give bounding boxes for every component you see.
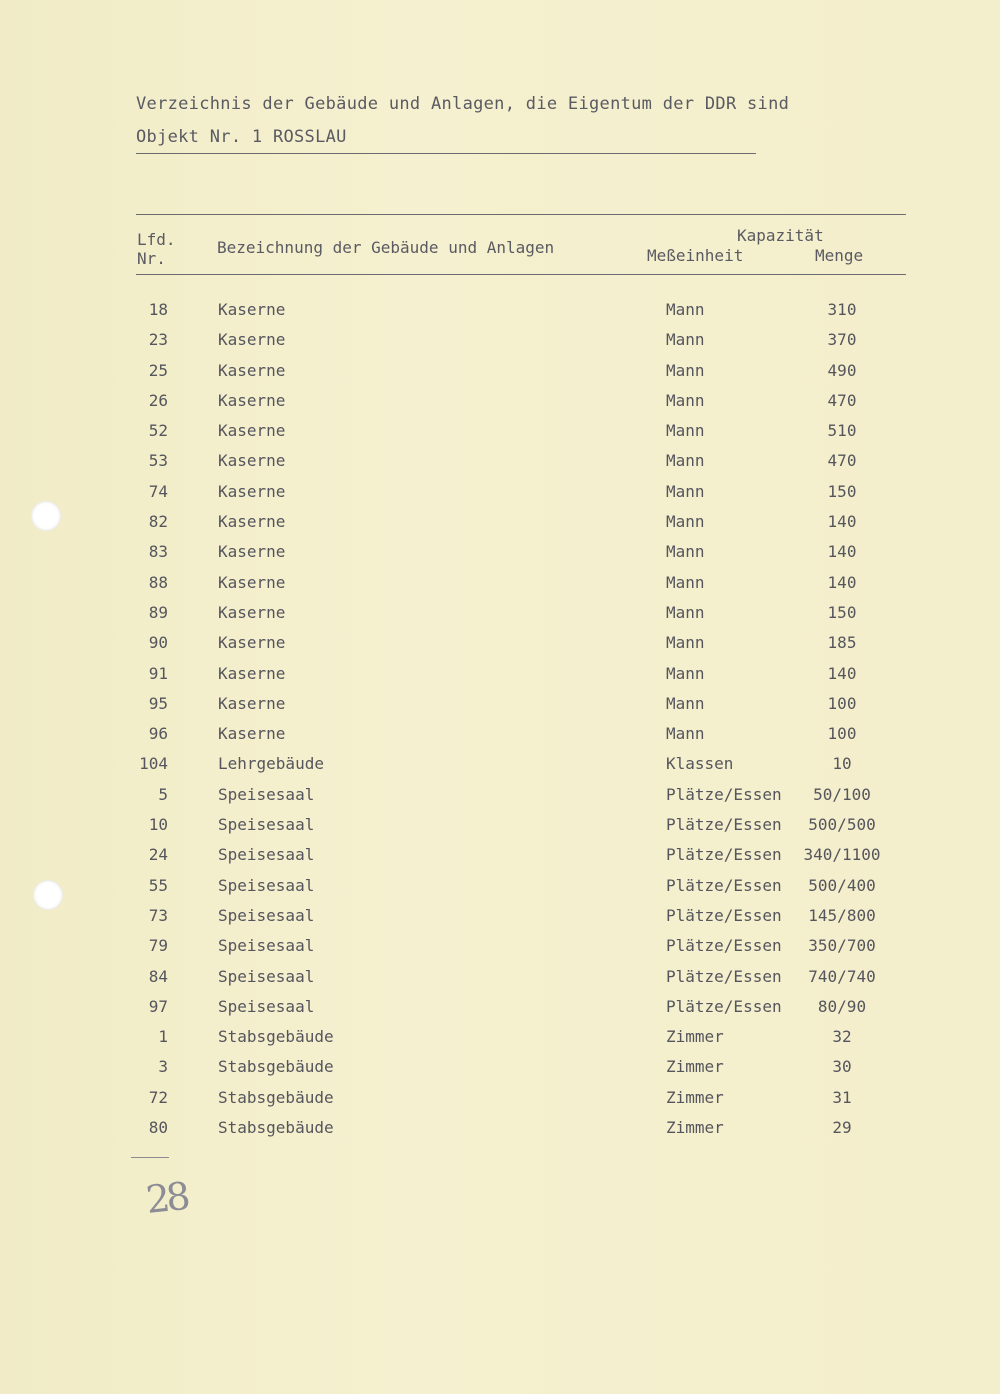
header-masseinheit: Meßeinheit: [647, 246, 744, 265]
table-row: [0, 872, 1000, 902]
table-row: [0, 508, 1000, 538]
row-unit: Plätze/Essen: [666, 936, 782, 956]
table-row: [0, 811, 1000, 841]
row-quantity: 370: [827, 330, 857, 350]
row-number: 84: [148, 966, 168, 986]
row-building-name: Kaserne: [218, 572, 286, 592]
header-lfd: Lfd.: [137, 230, 176, 249]
header-bezeichnung: Bezeichnung der Gebäude und Anlagen: [217, 238, 555, 257]
row-quantity: 740/740: [808, 966, 876, 986]
row-building-name: Stabsgebäude: [218, 1087, 334, 1107]
row-quantity: 31: [832, 1087, 852, 1107]
row-quantity: 470: [827, 451, 857, 471]
table-row: [0, 993, 1000, 1023]
row-number: 88: [148, 572, 168, 592]
table-row: [0, 538, 1000, 568]
handwritten-page-number: 28: [143, 1174, 189, 1222]
row-unit: Plätze/Essen: [666, 875, 782, 895]
row-unit: Mann: [666, 451, 705, 471]
row-number: 96: [148, 724, 168, 744]
row-building-name: Kaserne: [218, 390, 286, 410]
row-number: 23: [148, 330, 168, 350]
row-quantity: 185: [827, 633, 857, 653]
row-number: 104: [139, 754, 168, 774]
row-building-name: Kaserne: [218, 360, 286, 380]
header-kapazitaet: Kapazität: [737, 226, 824, 245]
row-quantity: 510: [827, 421, 857, 441]
table-row: [0, 1053, 1000, 1083]
table-row: [0, 750, 1000, 780]
row-quantity: 50/100: [813, 784, 871, 804]
title-underline: [136, 153, 756, 154]
row-number: 24: [148, 845, 168, 865]
row-unit: Plätze/Essen: [666, 966, 782, 986]
row-unit: Plätze/Essen: [666, 845, 782, 865]
row-building-name: Kaserne: [218, 512, 286, 532]
row-quantity: 32: [832, 1027, 852, 1047]
table-end-stroke: [131, 1157, 169, 1158]
row-unit: Zimmer: [666, 1027, 724, 1047]
table-row: [0, 447, 1000, 477]
row-unit: Plätze/Essen: [666, 905, 782, 925]
row-unit: Mann: [666, 481, 705, 501]
row-number: 25: [148, 360, 168, 380]
row-number: 73: [148, 905, 168, 925]
table-row: [0, 963, 1000, 993]
row-quantity: 29: [832, 1118, 852, 1138]
row-unit: Mann: [666, 572, 705, 592]
row-number: 3: [158, 1057, 168, 1077]
row-building-name: Kaserne: [218, 724, 286, 744]
row-number: 80: [148, 1118, 168, 1138]
row-building-name: Speisesaal: [218, 875, 315, 895]
row-unit: Mann: [666, 663, 705, 683]
row-quantity: 490: [827, 360, 857, 380]
row-number: 10: [148, 815, 168, 835]
row-building-name: Lehrgebäude: [218, 754, 324, 774]
row-quantity: 350/700: [808, 936, 876, 956]
table-row: [0, 417, 1000, 447]
row-number: 95: [148, 693, 168, 713]
row-building-name: Speisesaal: [218, 996, 315, 1016]
row-quantity: 145/800: [808, 905, 876, 925]
row-number: 52: [148, 421, 168, 441]
row-number: 53: [148, 451, 168, 471]
row-unit: Mann: [666, 633, 705, 653]
row-building-name: Stabsgebäude: [218, 1118, 334, 1138]
row-quantity: 140: [827, 542, 857, 562]
row-unit: Plätze/Essen: [666, 815, 782, 835]
row-building-name: Stabsgebäude: [218, 1057, 334, 1077]
table-row: [0, 478, 1000, 508]
row-building-name: Kaserne: [218, 633, 286, 653]
table-body: [0, 296, 1000, 1144]
row-number: 97: [148, 996, 168, 1016]
row-building-name: Stabsgebäude: [218, 1027, 334, 1047]
table-header-rule: [136, 274, 906, 275]
table-row: [0, 1023, 1000, 1053]
row-number: 91: [148, 663, 168, 683]
row-quantity: 500/500: [808, 815, 876, 835]
table-row: [0, 1084, 1000, 1114]
row-quantity: 340/1100: [803, 845, 881, 865]
table-row: [0, 387, 1000, 417]
row-unit: Mann: [666, 693, 705, 713]
table-row: [0, 569, 1000, 599]
row-unit: Mann: [666, 512, 705, 532]
row-number: 5: [158, 784, 168, 804]
row-number: 55: [148, 875, 168, 895]
object-line: Objekt Nr. 1 ROSSLAU: [136, 127, 347, 147]
row-number: 18: [148, 300, 168, 319]
row-building-name: Speisesaal: [218, 936, 315, 956]
row-unit: Mann: [666, 602, 705, 622]
row-number: 83: [148, 542, 168, 562]
row-unit: Mann: [666, 300, 705, 319]
row-building-name: Speisesaal: [218, 966, 315, 986]
row-unit: Klassen: [666, 754, 734, 774]
row-quantity: 500/400: [808, 875, 876, 895]
row-number: 89: [148, 602, 168, 622]
table-row: [0, 720, 1000, 750]
row-unit: Zimmer: [666, 1118, 724, 1138]
row-quantity: 140: [827, 572, 857, 592]
row-quantity: 140: [827, 663, 857, 683]
row-quantity: 100: [827, 724, 857, 744]
row-unit: Plätze/Essen: [666, 784, 782, 804]
row-building-name: Kaserne: [218, 542, 286, 562]
row-quantity: 140: [827, 512, 857, 532]
row-unit: Mann: [666, 724, 705, 744]
row-unit: Mann: [666, 390, 705, 410]
row-number: 1: [158, 1027, 168, 1047]
table-row: [0, 296, 1000, 326]
row-number: 90: [148, 633, 168, 653]
table-row: [0, 629, 1000, 659]
row-building-name: Kaserne: [218, 421, 286, 441]
row-number: 74: [148, 481, 168, 501]
row-number: 26: [148, 390, 168, 410]
row-number: 72: [148, 1087, 168, 1107]
header-menge: Menge: [815, 246, 864, 265]
row-number: 82: [148, 512, 168, 532]
row-unit: Plätze/Essen: [666, 996, 782, 1016]
row-quantity: 100: [827, 693, 857, 713]
table-row: [0, 357, 1000, 387]
row-quantity: 30: [832, 1057, 852, 1077]
row-quantity: 150: [827, 481, 857, 501]
row-building-name: Kaserne: [218, 330, 286, 350]
row-unit: Mann: [666, 542, 705, 562]
table-row: [0, 660, 1000, 690]
row-quantity: 10: [832, 754, 852, 774]
header-nr: Nr.: [137, 249, 166, 268]
row-building-name: Kaserne: [218, 602, 286, 622]
row-building-name: Kaserne: [218, 451, 286, 471]
table-row: [0, 902, 1000, 932]
row-building-name: Speisesaal: [218, 905, 315, 925]
row-unit: Mann: [666, 421, 705, 441]
table-row: [0, 841, 1000, 871]
row-quantity: 150: [827, 602, 857, 622]
row-unit: Mann: [666, 360, 705, 380]
table-row: [0, 599, 1000, 629]
row-building-name: Kaserne: [218, 663, 286, 683]
row-quantity: 80/90: [817, 996, 867, 1016]
table-row: [0, 932, 1000, 962]
row-number: 79: [148, 936, 168, 956]
table-row: [0, 690, 1000, 720]
table-row: [0, 1114, 1000, 1144]
row-unit: Zimmer: [666, 1057, 724, 1077]
table-row: [0, 781, 1000, 811]
table-row: [0, 326, 1000, 356]
row-unit: Mann: [666, 330, 705, 350]
row-building-name: Kaserne: [218, 300, 286, 319]
row-quantity: 470: [827, 390, 857, 410]
row-building-name: Speisesaal: [218, 784, 315, 804]
table-top-rule: [136, 214, 906, 215]
row-building-name: Kaserne: [218, 693, 286, 713]
row-building-name: Kaserne: [218, 481, 286, 501]
row-building-name: Speisesaal: [218, 845, 315, 865]
row-unit: Zimmer: [666, 1087, 724, 1107]
row-quantity: 310: [827, 300, 857, 319]
document-title: Verzeichnis der Gebäude und Anlagen, die Eigentum der DDR sind: [136, 94, 790, 114]
row-building-name: Speisesaal: [218, 815, 315, 835]
